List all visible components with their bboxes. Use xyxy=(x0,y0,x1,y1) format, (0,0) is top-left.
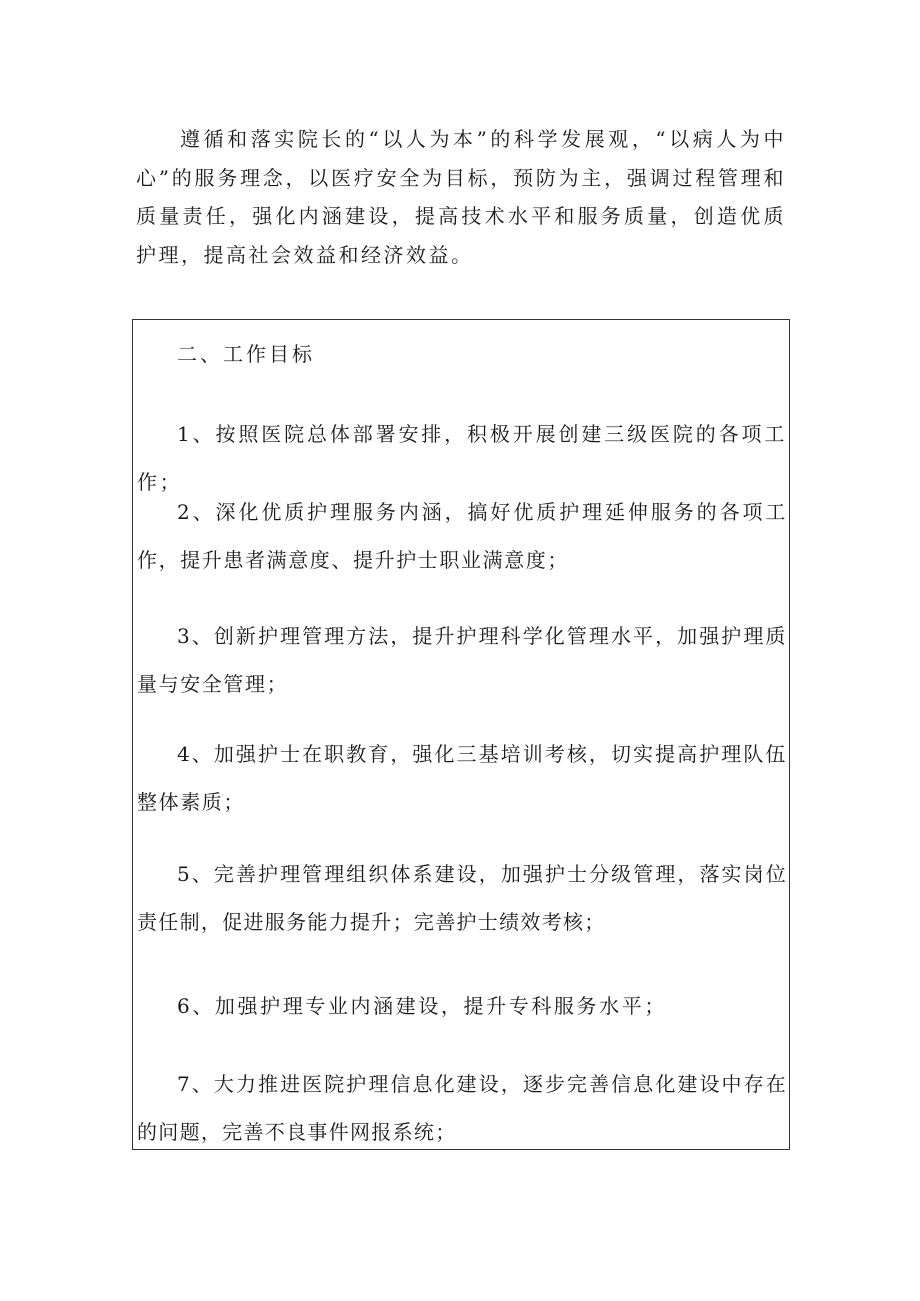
work-goals-box xyxy=(132,319,790,1150)
goal-item-1: 1、按照医院总体部署安排，积极开展创建三级医院的各项工作； xyxy=(137,422,787,494)
goal-item-2: 2、深化优质护理服务内涵，搞好优质护理延伸服务的各项工作，提升患者满意度、提升护士职业满意度； xyxy=(137,500,787,572)
goal-item-7: 7、大力推进医院护理信息化建设，逐步完善信息化建设中存在的问题，完善不良事件网报系统； xyxy=(137,1072,787,1144)
section-title: 二、工作目标 xyxy=(177,342,315,366)
intro-paragraph: 遵循和落实院长的“以人为本”的科学发展观，“以病人为中心”的服务理念，以医疗安全为目标，预防为主，强调过程管理和质量责任，强化内涵建设，提高技术水平和服务质量，创造优质护理，提高社会效益和经济效益。 xyxy=(136,127,786,267)
goal-item-3: 3、创新护理管理方法，提升护理科学化管理水平，加强护理质量与安全管理； xyxy=(137,624,787,696)
goal-item-5: 5、完善护理管理组织体系建设，加强护士分级管理，落实岗位责任制，促进服务能力提升；完善护士绩效考核； xyxy=(137,862,787,934)
goal-item-6: 6、加强护理专业内涵建设，提升专科服务水平； xyxy=(177,994,667,1018)
goal-item-4: 4、加强护士在职教育，强化三基培训考核，切实提高护理队伍整体素质； xyxy=(137,742,787,814)
